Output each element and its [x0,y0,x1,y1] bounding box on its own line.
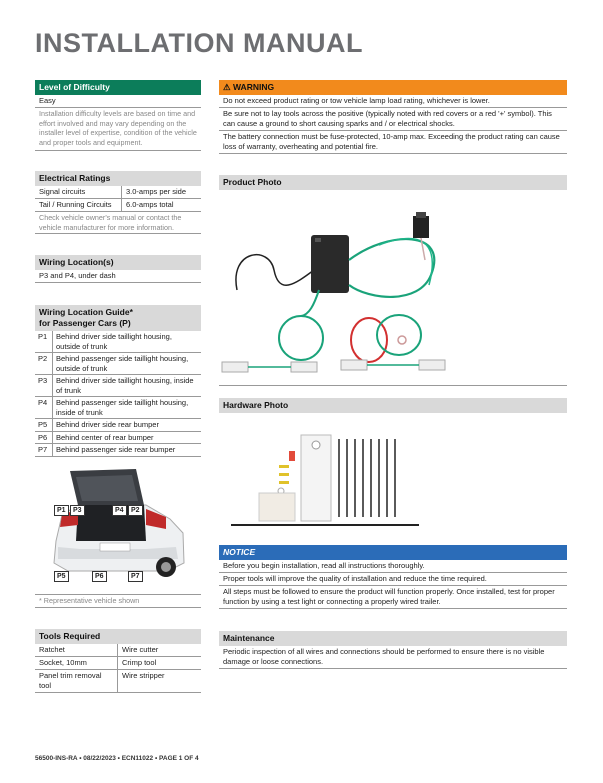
table-row [35,331,201,353]
guide-desc: Behind driver side taillight housing, inside of trunk [56,376,194,395]
guide-code: P1 [35,331,53,352]
table-row: Signal circuits 3.0-amps per side [35,186,201,199]
guide-code: P2 [35,353,53,374]
tools-section [35,629,201,693]
wiring-location-value: P3 and P4, under dash [35,270,201,283]
maintenance-section [219,631,567,669]
guide-desc: Behind driver side rear bumper [56,420,159,429]
vehicle-caption-section [35,594,201,608]
electrical-header: Electrical Ratings [35,171,201,186]
table-row [35,432,201,445]
warning-row: Do not exceed product rating or tow vehicle lamp load rating, whichever is lower. [219,95,567,108]
electrical-section [35,171,201,234]
warning-row: Be sure not to lay tools across the positive (typically noted with red covers or a red '+' symbol). This can cause a ground to short causing sparks and / or electrical shocks. [219,108,567,131]
guide-desc: Behind passenger side taillight housing, inside of trunk [56,398,189,417]
table-row [35,419,201,432]
notice-section [219,545,567,609]
vehicle-caption: * Representative vehicle shown [35,594,201,608]
difficulty-header: Level of Difficulty [35,80,201,95]
hardware-photo-header: Hardware Photo [219,398,567,413]
notice-header: NOTICE [219,545,567,560]
warning-header: ⚠ WARNING [219,80,567,95]
table-row [35,375,201,397]
wiring-guide-header: Wiring Location Guide* for Passenger Cars (P) [35,305,201,331]
wiring-guide-section [35,305,201,457]
warning-triangle-icon: ⚠ [223,82,231,92]
tools-header: Tools Required [35,629,201,644]
car-location-label: P6 [92,571,107,582]
wiring-location-header: Wiring Location(s) [35,255,201,270]
hardware-photo [219,413,567,531]
table-row: Ratchet Wire cutter [35,644,201,657]
electrical-note: Check vehicle owner's manual or contact the vehicle manufacturer for more information. [39,213,182,232]
hardware-photo-section [219,398,567,536]
guide-desc: Behind driver side taillight housing, outside of trunk [56,332,172,351]
warning-row: The battery connection must be fuse-protected, 10-amp max. Exceeding the product rating can cause loss of warranty, overheating and potential fire. [219,131,567,154]
difficulty-level: Easy [35,95,201,108]
page-title: INSTALLATION MANUAL [35,28,363,58]
notice-row: Proper tools will improve the quality of installation and reduce the time required. [219,573,567,586]
warning-section [219,80,567,154]
product-photo-header: Product Photo [219,175,567,190]
car-location-label: P3 [70,505,85,516]
car-location-label: P5 [54,571,69,582]
notice-row: Before you begin installation, read all instructions thoroughly. [219,560,567,573]
notice-row: All steps must be followed to ensure the product will function properly. Once installed, test for proper function by using a test light or connecting a properly wired trailer. [219,586,567,609]
car-location-label: P4 [112,505,127,516]
guide-code: P4 [35,397,53,418]
table-row [35,397,201,419]
guide-code: P3 [35,375,53,396]
maintenance-header: Maintenance [219,631,567,646]
guide-desc: Behind passenger side taillight housing, outside of trunk [56,354,189,373]
guide-code: P6 [35,432,53,444]
table-row: Panel trim removal tool Wire stripper [35,670,201,693]
car-location-label: P1 [54,505,69,516]
difficulty-section [35,80,201,151]
page-footer: 56500-INS-RA • 08/22/2023 • ECN11022 • PAGE 1 OF 4 [35,755,199,762]
product-photo-section [219,175,567,386]
table-row: Tail / Running Circuits 6.0-amps total [35,199,201,212]
maintenance-text: Periodic inspection of all wires and connections should be performed to ensure there is no visible damage or loose connections. [219,646,567,669]
difficulty-note: Installation difficulty levels are based on time and effort involved and may vary depending on the installer level of expertise, condition of the vehicle and proper tools and equipment. [39,109,197,147]
vehicle-illustration [48,463,188,588]
table-row [35,444,201,457]
table-row: Socket, 10mm Crimp tool [35,657,201,670]
car-location-label: P2 [128,505,143,516]
car-image [48,463,188,588]
guide-code: P5 [35,419,53,431]
guide-desc: Behind passenger side rear bumper [56,445,176,454]
product-photo [219,190,567,380]
table-row [35,353,201,375]
car-location-label: P7 [128,571,143,582]
guide-code: P7 [35,444,53,456]
guide-desc: Behind center of rear bumper [56,432,154,442]
wiring-location-section [35,255,201,283]
